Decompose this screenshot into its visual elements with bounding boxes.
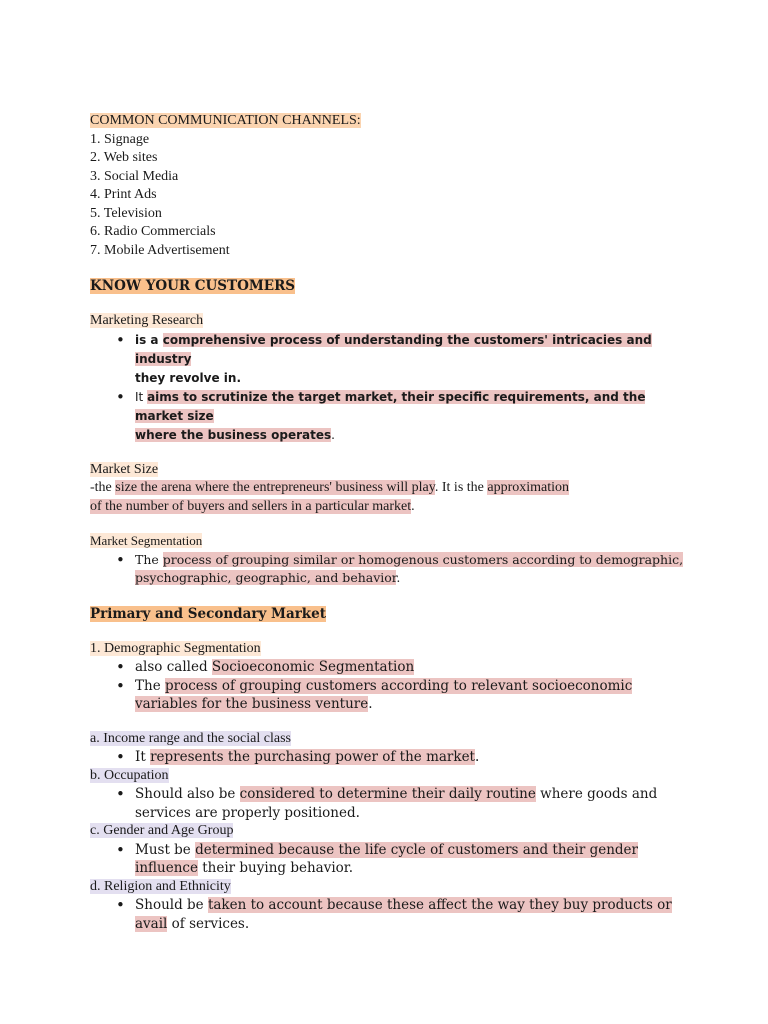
demographic-label-line [90,640,670,659]
gender-label-line [90,822,670,841]
demographic-list [90,658,670,714]
occupation-list [90,785,670,822]
religion-list [90,896,670,933]
segmentation-list [90,551,684,588]
channel-item: 3. Social Media [90,168,179,184]
segmentation-label: Market Segmentation [90,533,203,548]
channel-item: 1. Signage [90,131,150,147]
occupation-label: b. Occupation [90,767,169,783]
gender-label: c. Gender and Age Group [90,823,234,838]
channel-item: 4. Print Ads [90,187,157,202]
channel-item: 7. Mobile Advertisement [90,242,230,258]
list-item: • Should be taken to account because these affect the way they buy products or avail of services. [90,896,670,933]
occupation-label-line [90,767,670,786]
religion-label: d. Religion and Ethnicity [90,878,231,894]
list-item: • It represents the purchasing power of the market. [90,748,670,767]
income-list [90,748,670,767]
list-item: • is a comprehensive process of understanding the customers' intricacies and industry they revolve in. [90,331,670,388]
know-heading: KNOW YOUR CUSTOMERS [90,278,296,294]
channel-item: 6. Radio Commercials [90,224,216,239]
market-size-paragraph-line1: -the size the arena where the entrepreneurs' business will play. It is the approximation [90,480,570,495]
primary-heading: Primary and Secondary Market [90,605,326,622]
list-item: • also called Socioeconomic Segmentation [90,658,670,677]
know-heading-line [90,276,670,296]
channel-item: 2. Web sites [90,150,158,165]
channels-title-line [90,112,670,131]
marketing-research-label: Marketing Research [90,313,204,328]
list-item: • It aims to scrutinize the target market, their specific requirements, and the market size where the business operates. [90,388,670,445]
market-size-label-line [90,461,670,480]
gender-list [90,841,670,878]
list-item: • The process of grouping customers according to relevant socioeconomic variables for the business venture. [90,677,670,714]
primary-heading-line [90,604,670,624]
segmentation-label-line [90,532,670,551]
channels-title: COMMON COMMUNICATION CHANNELS: [90,113,361,128]
list-item: • Must be determined because the life cycle of customers and their gender influence their buying behavior. [90,841,670,878]
market-size-label: Market Size [90,461,159,477]
demographic-label: 1. Demographic Segmentation [90,640,261,656]
religion-label-line [90,878,670,897]
income-label: a. Income range and the social class [90,730,291,746]
list-item: • The process of grouping similar or homogenous customers according to demographic, psychographic, geographic, and behavior. [90,551,670,588]
marketing-research-label-line [90,312,670,331]
marketing-research-list [90,331,670,445]
document-body [90,112,684,933]
channel-item: 5. Television [90,205,162,221]
income-label-line [90,730,670,749]
list-item: • Should also be considered to determine their daily routine where goods and services are properly positioned. [90,785,670,822]
market-size-paragraph-line2: of the number of buyers and sellers in a particular market. [90,498,415,514]
